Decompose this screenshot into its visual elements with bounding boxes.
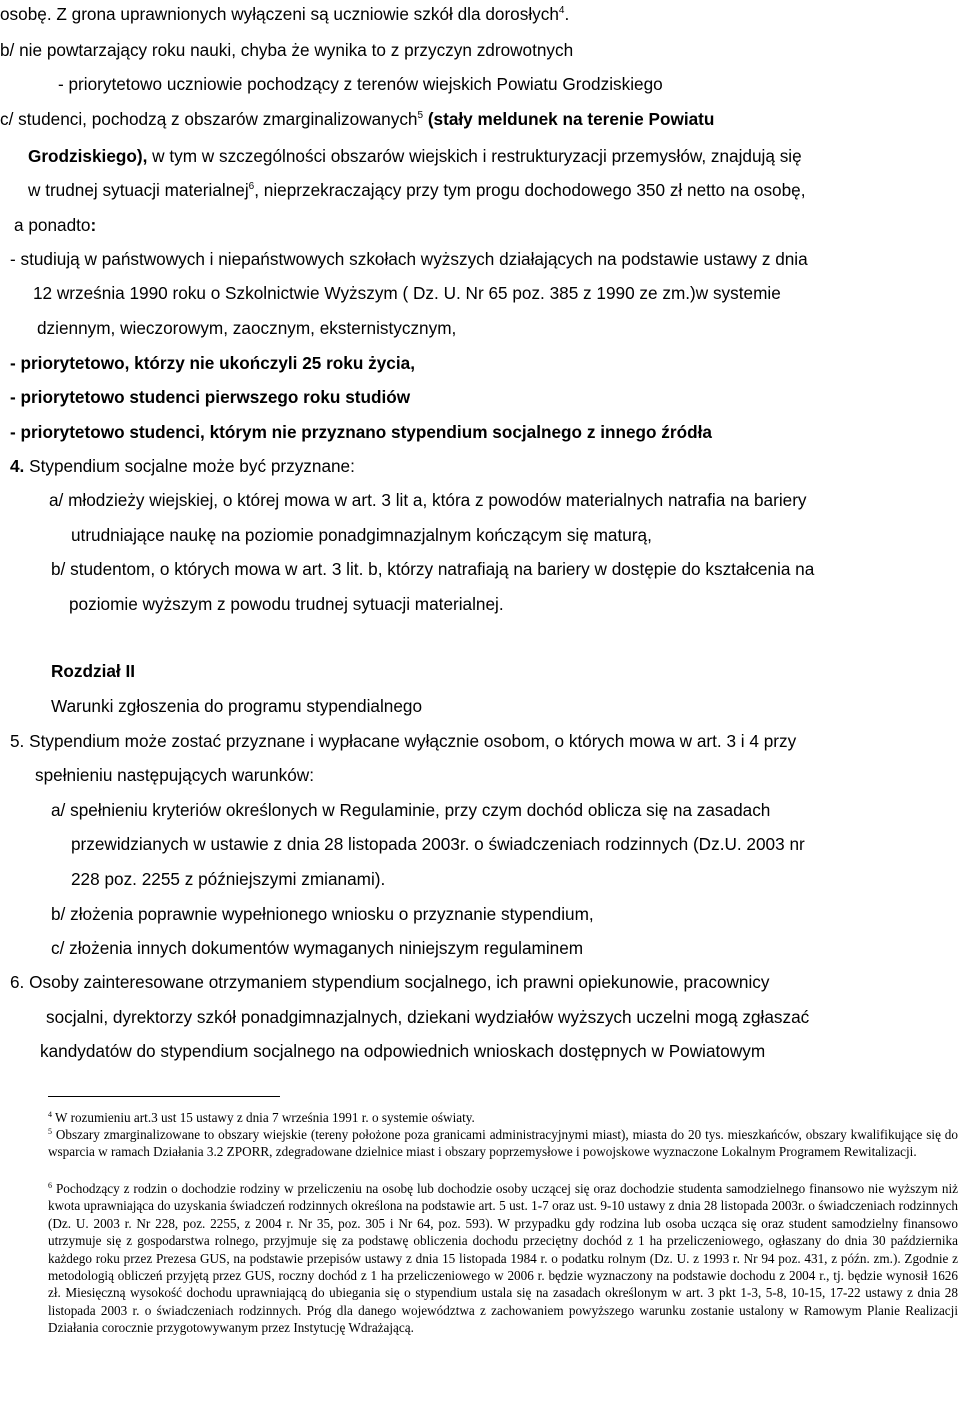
text-line: socjalni, dyrektorzy szkół ponadgimnazjalnych, dziekani wydziałów wyższych uczelni mogą zgłaszać <box>46 1007 810 1027</box>
footnote-ref[interactable]: 4 <box>558 5 565 16</box>
section-heading: Rozdział II <box>51 661 136 681</box>
text-line: - studiują w państwowych i niepaństwowych szkołach wyższych działających na podstawie ustawy z dnia <box>10 249 808 269</box>
text-line: dziennym, wieczorowym, zaocznym, eksternistycznym, <box>37 318 457 338</box>
text-line: - priorytetowo uczniowie pochodzący z terenów wiejskich Powiatu Grodziskiego <box>58 74 663 94</box>
footnote-number: 6 <box>48 1181 52 1190</box>
footnote: $^5$ Obszary zmarginalizowane to obszary wiejskie (tereny położone poza granicami administracyjnymi miast), miasta do 20 tys. mieszkańców, obszary kwalifikujące się do wsparcia w ramach Działania 3.2 ZPORR, zdegradowane dzielnice miast i obszary poprzemysłowe i powojskowe wyznaczone Lokalnym Programem Rewitalizacji. <box>48 1127 958 1160</box>
footnote: $^4$ W rozumieniu art.3 ust 15 ustawy z dnia 7 września 1991 r. o systemie oświaty. <box>48 1110 475 1125</box>
footnote-number: 4 <box>48 1110 52 1119</box>
text-line: - priorytetowo studenci pierwszego roku studiów <box>10 387 411 407</box>
text-line: spełnieniu następujących warunków: <box>35 765 314 785</box>
text-line: b/ złożenia poprawnie wypełnionego wniosku o przyznanie stypendium, <box>51 904 594 924</box>
footnote-ref[interactable]: 5 <box>417 110 424 121</box>
section-subheading: Warunki zgłoszenia do programu stypendialnego <box>51 696 423 716</box>
text-line: 228 poz. 2255 z późniejszymi zmianami). <box>71 869 386 889</box>
text-line: 6. Osoby zainteresowane otrzymaniem stypendium socjalnego, ich prawni opiekunowie, pracownicy <box>10 972 770 992</box>
text-line: a ponadto: <box>14 215 97 235</box>
text-line: 12 września 1990 roku o Szkolnictwie Wyższym ( Dz. U. Nr 65 poz. 385 z 1990 ze zm.)w systemie <box>33 283 781 303</box>
text-line: a/ spełnieniu kryteriów określonych w Regulaminie, przy czym dochód oblicza się na zasadach <box>51 800 771 820</box>
text-line: kandydatów do stypendium socjalnego na odpowiednich wnioskach dostępnych w Powiatowym <box>40 1041 766 1061</box>
text-line: b/ studentom, o których mowa w art. 3 lit. b, którzy natrafiają na bariery w dostępie do kształcenia na <box>51 559 815 579</box>
text-line: - priorytetowo studenci, którym nie przyznano stypendium socjalnego z innego źródła <box>10 422 712 442</box>
footnote-ref[interactable]: 6 <box>248 181 255 192</box>
text-line: 5. Stypendium może zostać przyznane i wypłacane wyłącznie osobom, o których mowa w art. 3 i 4 przy <box>10 731 797 751</box>
text-line: Grodziskiego), w tym w szczególności obszarów wiejskich i restrukturyzacji przemysłów, znajdują się <box>28 146 802 166</box>
text-line: utrudniające naukę na poziomie ponadgimnazjalnym kończącym się maturą, <box>71 525 652 545</box>
text-line: b/ nie powtarzający roku nauki, chyba że wynika to z przyczyn zdrowotnych <box>0 40 574 60</box>
text-line: c/ studenci, pochodzą z obszarów zmarginalizowanych$^5$ (stały meldunek na terenie Powiatu <box>0 109 715 129</box>
text-line: w trudnej sytuacji materialnej$^6$, nieprzekraczający przy tym progu dochodowego 350 zł netto na osobę, <box>28 180 806 200</box>
text-line: a/ młodzieży wiejskiej, o której mowa w art. 3 lit a, która z powodów materialnych natrafia na bariery <box>49 490 807 510</box>
text-line: przewidzianych w ustawie z dnia 28 listopada 2003r. o świadczeniach rodzinnych (Dz.U. 2003 nr <box>71 834 805 854</box>
footnote: $^6$ Pochodzący z rodzin o dochodzie rodziny w przeliczeniu na osobę lub dochodzie osoby uczącej się oraz dochodzie studenta samodzielnego finansowo nie wyższym niż kwota uprawniająca do uzyskania świadczeń rodzinnych określona na podstawie art. 5 ust. 1-7 oraz ust. 9-10 ustawy z dnia 28 listopada 2003r. o świadczeniach rodzinnych (Dz. U. 2003 r. Nr 228, poz. 2255, z 2004 r. Nr 35, poz. 305 i Nr 64, poz. 593). W przypadku gdy rodzina lub osoba ucząca się oraz student samodzielny finansowo utrzymuje się z gospodarstwa rolnego, przyjmuje się za podstawę obliczenia dochodu przeciętny dochód z 1 ha przeliczeniowego, ogłaszany do dnia 30 października każdego roku przez Prezesa GUS, na podstawie przepisów ustawy z dnia 15 listopada 1984 r. o podatku rolnym (Dz. U. z 1993 r. Nr 94 poz. 431, z późn. zm.). Zgodnie z metodologią obliczeń przyjętą przez GUS, roczny dochód z 1 ha przeliczeniowego w 2006 r. będzie wyznaczony na podstawie dochodu z 2004 r., tj. będzie wynosił 1626 zł. Miesięczną wysokość dochodu uprawniającą do ubiegania się o stypendium ustala się na zasadach określonym w art. 3 pkt 1-3, 5-8, 10-15, 17-22 ustawy z dnia 28 listopada 2003 r. o świadczeniach rodzinnych. Próg dla danego województwa z zachowaniem powyższego warunku zostanie ustalony w Ramowym Planie Realizacji Działania corocznie przygotowywanym przez Instytucję Wdrażającą. <box>48 1181 958 1336</box>
text-line: - priorytetowo, którzy nie ukończyli 25 roku życia, <box>10 353 415 373</box>
text-line: c/ złożenia innych dokumentów wymaganych niniejszym regulaminem <box>51 938 584 958</box>
footnote-separator <box>48 1096 280 1097</box>
footnote-number: 5 <box>48 1127 52 1136</box>
text-line: 4. Stypendium socjalne może być przyznane: <box>10 456 355 476</box>
text-line: osobę. Z grona uprawnionych wyłączeni są uczniowie szkół dla dorosłych$^4$. <box>0 4 570 24</box>
text-line: poziomie wyższym z powodu trudnej sytuacji materialnej. <box>69 594 504 614</box>
